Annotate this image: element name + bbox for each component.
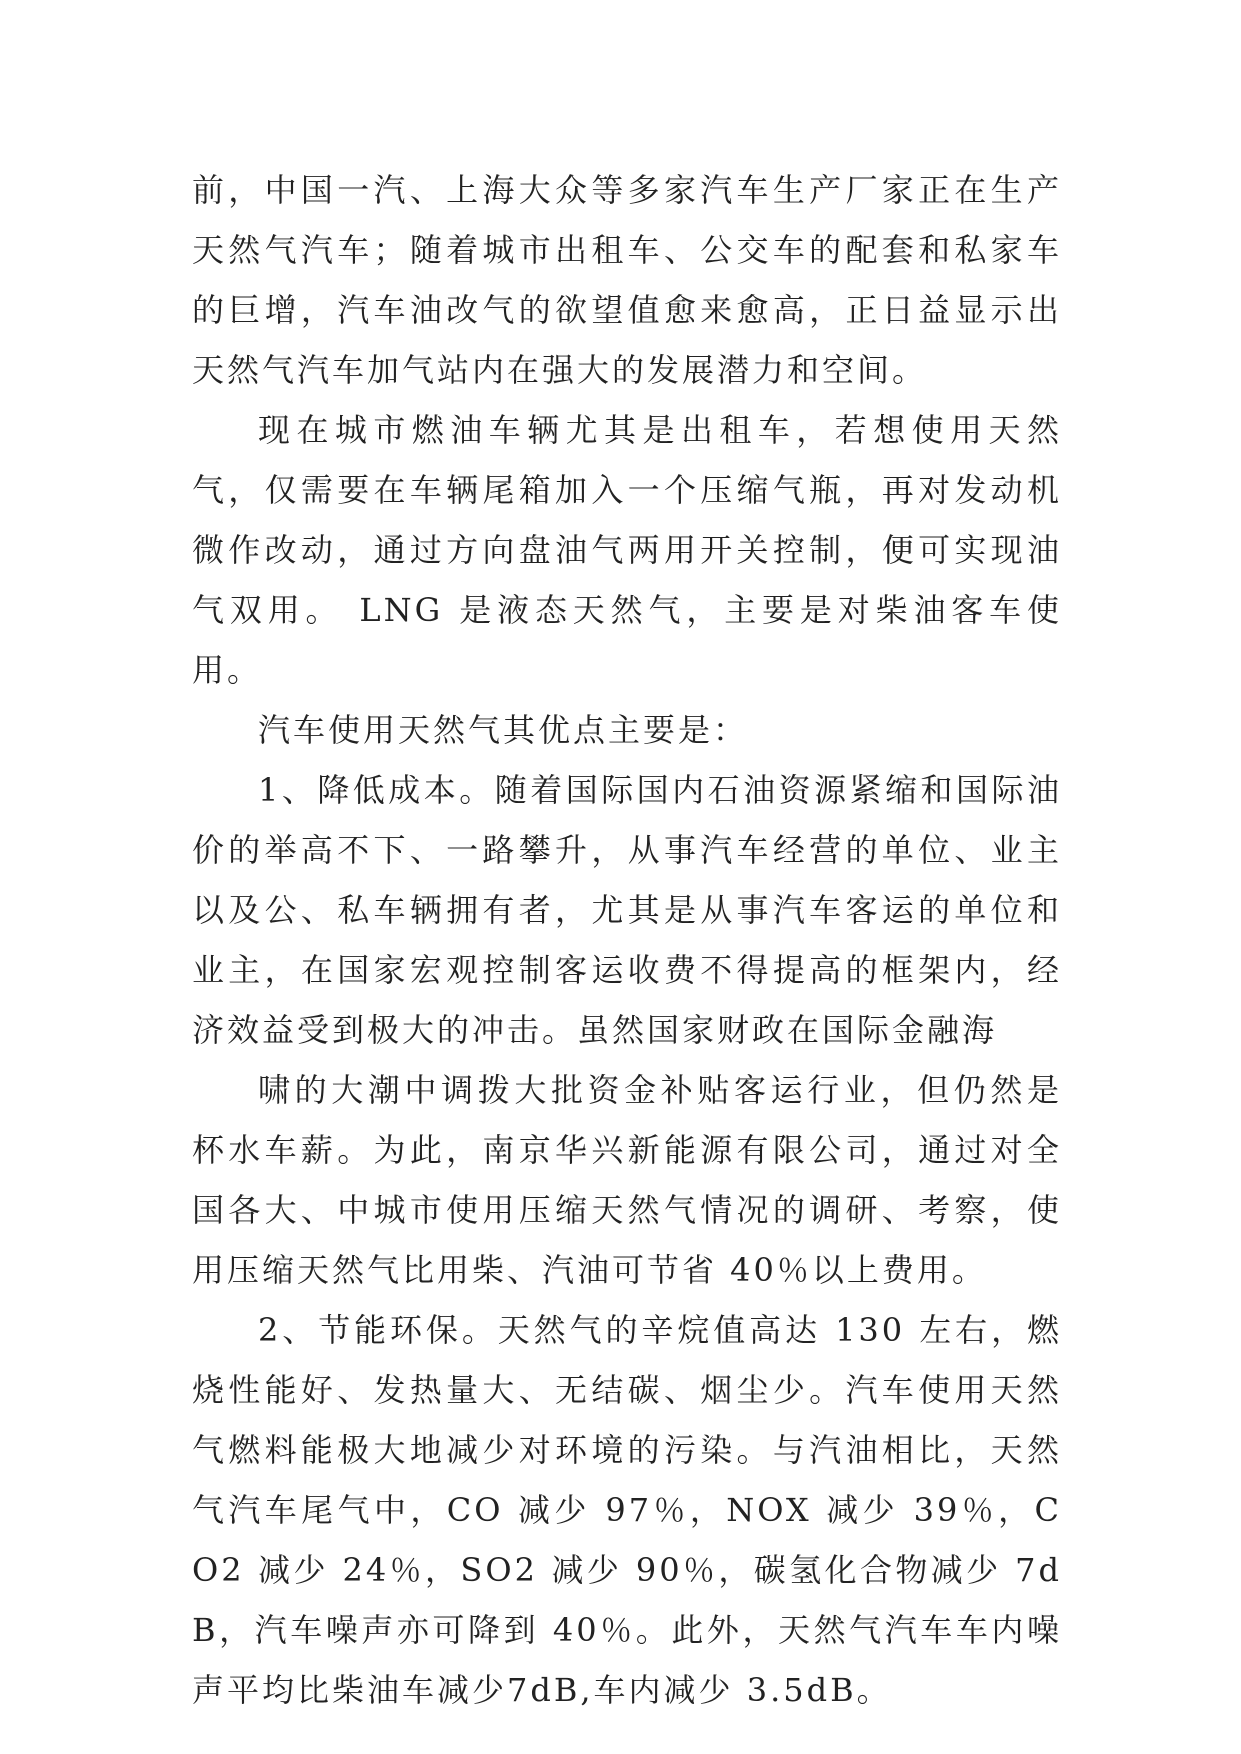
paragraph-4: 1、降低成本。随着国际国内石油资源紧缩和国际油价的举高不下、一路攀升，从事汽车经营的单位、业主以及公、私车辆拥有者，尤其是从事汽车客运的单位和业主，在国家宏观控制客运收费不得提高的框架内，经济效益受到极大的冲击。虽然国家财政在国际金融海	[192, 771, 1062, 1049]
paragraph-5: 啸的大潮中调拨大批资金补贴客运行业，但仍然是杯水车薪。为此，南京华兴新能源有限公司，通过对全国各大、中城市使用压缩天然气情况的调研、考察，使用压缩天然气比用柴、汽油可节省 40％以上费用。	[192, 1071, 1062, 1289]
paragraph-6: 2、节能环保。天然气的辛烷值高达 130 左右，燃烧性能好、发热量大、无结碳、烟尘少。汽车使用天然气燃料能极大地减少对环境的污染。与汽油相比，天然气汽车尾气中，CO 减少 97％，NOX 减少 39％，CO2 减少 24％，SO2 减少 90％，碳氢化合物减少 7dB，汽车噪声亦可降到 40％。此外，天然气汽车车内噪声平均比柴油车减少7dB,车内减少 3.5dB。	[192, 1311, 1062, 1709]
paragraph-3: 汽车使用天然气其优点主要是：	[258, 711, 749, 749]
paragraph-1: 前，中国一汽、上海大众等多家汽车生产厂家正在生产天然气汽车；随着城市出租车、公交车的配套和私家车的巨增，汽车油改气的欲望值愈来愈高，正日益显示出天然气汽车加气站内在强大的发展潜力和空间。	[192, 171, 1062, 389]
paragraph-2: 现在城市燃油车辆尤其是出租车，若想使用天然气，仅需要在车辆尾箱加入一个压缩气瓶，再对发动机微作改动，通过方向盘油气两用开关控制，便可实现油气双用。 LNG 是液态天然气，主要是对柴油客车使用。	[192, 411, 1062, 689]
document-body	[192, 160, 1062, 1720]
